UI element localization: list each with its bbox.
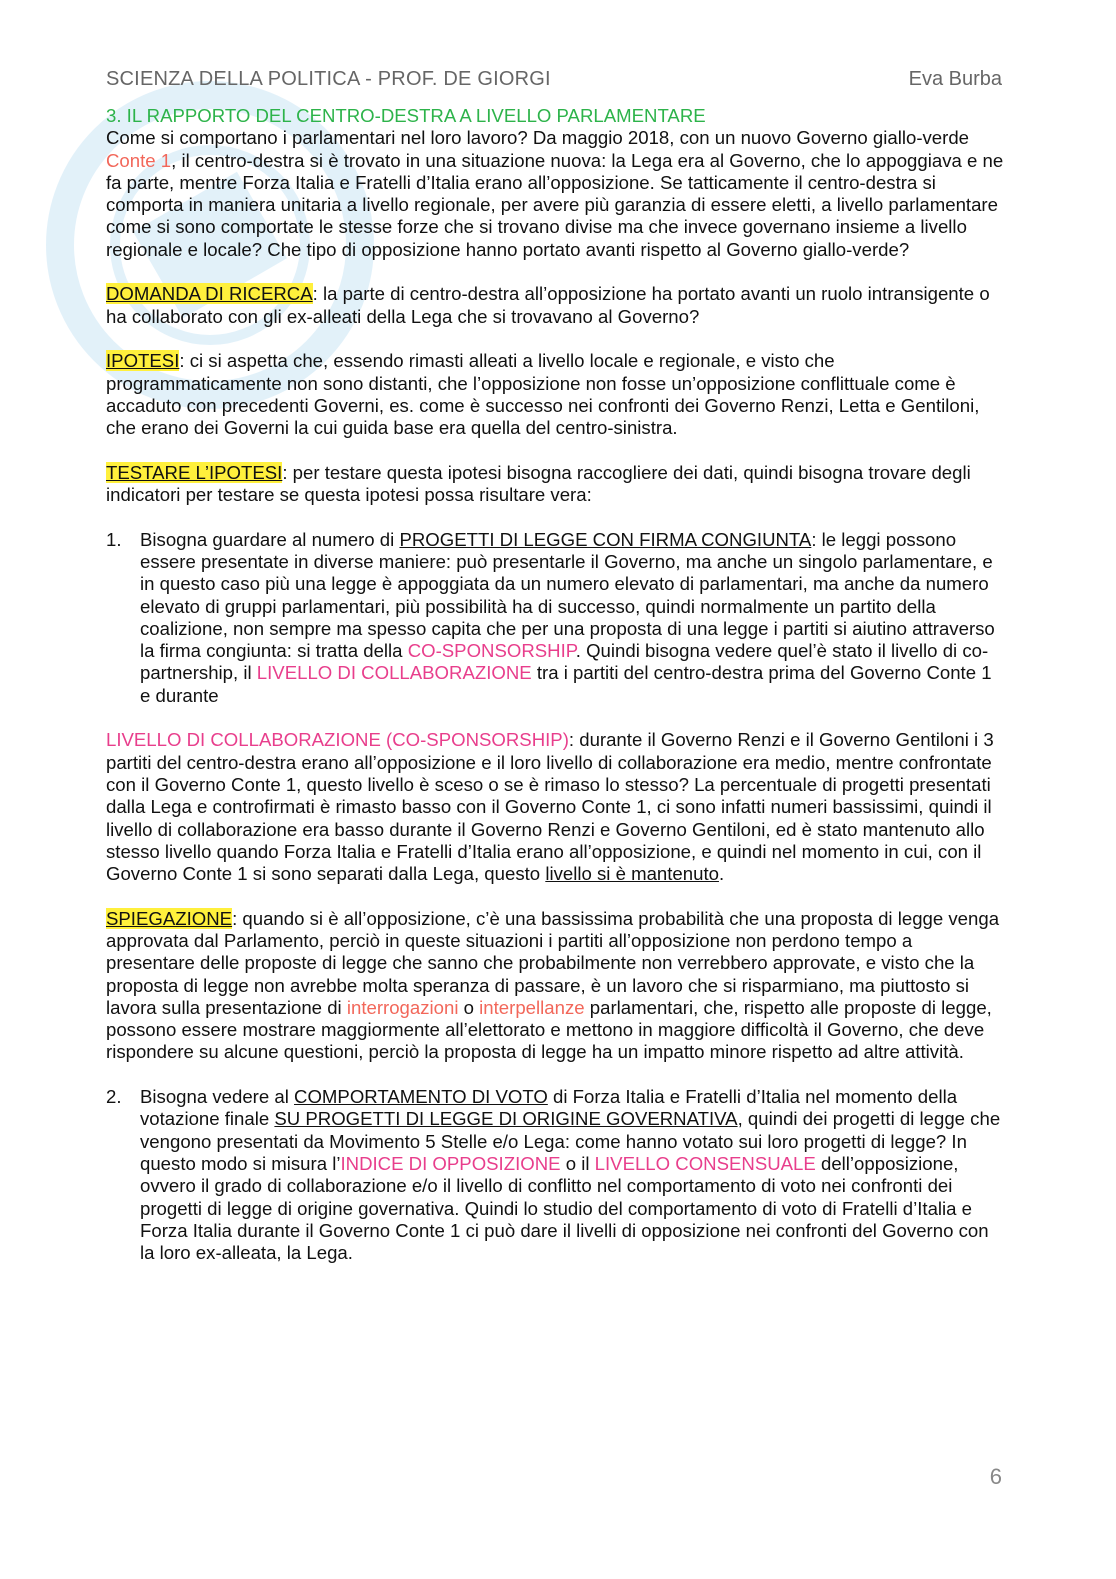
section-title: 3. IL RAPPORTO DEL CENTRO-DESTRA A LIVELLO PARLAMENTARE (106, 105, 706, 126)
co-sponsorship-term: CO-SPONSORSHIP (407, 640, 576, 662)
item2-text-5: dell’opposizione, ovvero il grado di collaborazione e/o il livello di conflitto nel comportamento di voto nei confronti dei progetti di legge di origine governativa. Quindi lo studio del comportamento di voto di Fratelli d’Italia e Forza Italia durante il Governo Conte 1 ci può dare il livelli di opposizione nei confronti del Governo con la loro ex-alleata, la Lega. (140, 1152, 989, 1264)
ipotesi-text: : ci si aspetta che, essendo rimasti alleati a livello locale e regionale, e visto che programmaticamente non sono distanti, che l’opposizione non fosse un’opposizione conflittuale come è accaduto con precedenti Governi, es. come è successo nei confronti dei Governo Renzi, Letta e Gentiloni, che erano dei Governi la cui guida base era quella del centro-sinistra. (106, 350, 980, 439)
livello-text-1: : durante il Governo Renzi e il Governo Gentiloni i 3 partiti del centro-destra erano all’opposizione e il loro livello di collaborazione era medio, mentre confrontate con il Governo Conte 1, questo livello è sceso o se è rimaso lo stesso? La percentuale di progetti presentati dalla Lega e controfirmati è rimasto basso con il Governo Conte 1, ci sono infatti numeri bassissimi, quindi il livello di collaborazione era basso durante il Governo Renzi e Governo Gentiloni, ed è stato mantenuto allo stesso livello quando Forza Italia e Fratelli d’Italia erano all’opposizione, e quindi nel momento in cui, con il Governo Conte 1 si sono separati dalla Lega, questo (106, 729, 994, 885)
ipotesi-paragraph (106, 350, 1006, 439)
spiegazione-text-1: : quando si è all’opposizione, c’è una bassissima probabilità che una proposta di legge venga approvata dal Parlamento, perciò in queste situazioni i partiti all’opposizione non perdono tempo a presentare delle proposte di legge che sanno che probabilmente non verrebbero approvate, e visto che la proposta di legge non avrebbe molta speranza di passare, è un lavoro che si risparmiano, ma piuttosto si lavora sulla presentazione di (106, 907, 1000, 1018)
item2-text-4: o il (560, 1152, 595, 1174)
list-item-1 (106, 529, 1006, 707)
comportamento-voto-term: COMPORTAMENTO DI VOTO (294, 1086, 548, 1108)
testare-text: : per testare questa ipotesi bisogna raccogliere dei dati, quindi bisogna trovare degli indicatori per testare se questa ipotesi possa risultare vera: (106, 461, 971, 506)
intro-text-2: , il centro-destra si è trovato in una situazione nuova: la Lega era al Governo, che lo appoggiava e ne fa parte, mentre Forza Italia e Fratelli d’Italia erano all’opposizione. Se tatticamente il centro-destra si comporta in maniera unitaria a livello regionale, per avere più garanzia di essere eletti, a livello parlamentare come si sono comportate le stesse forze che si trovano divise ma che invece governano insieme a livello regionale e locale? Che tipo di opposizione hanno portato avanti rispetto al Governo giallo-verde? (106, 149, 1004, 260)
spiegazione-label: SPIEGAZIONE (106, 907, 233, 929)
domanda-paragraph (106, 283, 1006, 328)
intro-paragraph (106, 127, 1006, 261)
domanda-text: : la parte di centro-destra all’opposizione ha portato avanti un ruolo intransigente o ha collaborato con gli ex-alleati della Lega che si trovavano al Governo? (106, 283, 990, 327)
firma-congiunta-term: PROGETTI DI LEGGE CON FIRMA CONGIUNTA (399, 528, 812, 550)
item1-text-4: tra i partiti del centro-destra prima del Governo Conte 1 e durante (140, 662, 992, 706)
item1-text-3: . Quindi bisogna vedere quel’è stato il livello di co-partnership, il (140, 640, 989, 684)
interpellanze-term: interpellanze (479, 996, 585, 1018)
list-number-2: 2. (106, 1086, 122, 1108)
spiegazione-text-3: parlamentari, che, rispetto alle proposte di legge, possono essere mostrare maggiormente all’elettorato e mettono in maggiore difficoltà il Governo, che deve rispondere su alcune questioni, perciò la proposta di legge ha un impatto minore rispetto ad altre attività. (106, 996, 992, 1063)
testare-label: TESTARE L’IPOTESI (106, 461, 283, 483)
interrogazioni-term: interrogazioni (346, 996, 459, 1018)
testare-paragraph (106, 462, 1006, 507)
item2-text-3: , quindi dei progetti di legge che vengono presentati da Movimento 5 Stelle e/o Lega: come hanno votato sui loro progetti di legge? In questo modo si misura l’ (140, 1108, 1001, 1174)
item1-text-1: Bisogna guardare al numero di (140, 528, 400, 550)
livello-label: LIVELLO DI COLLABORAZIONE (CO-SPONSORSHIP) (106, 729, 569, 751)
list-item-2 (106, 1086, 1006, 1264)
livello-mantenuto-term: livello si è mantenuto (545, 863, 719, 885)
page-header (106, 68, 1002, 94)
ipotesi-label: IPOTESI (106, 350, 180, 372)
intro-text-1: Come si comportano i parlamentari nel loro lavoro? Da maggio 2018, con un nuovo Governo giallo-verde (106, 127, 970, 149)
page-number: 6 (989, 1464, 1002, 1489)
spiegazione-paragraph (106, 908, 1006, 1064)
spiegazione-text-2: o (458, 996, 480, 1018)
conte-1-term: Conte 1 (106, 149, 172, 171)
livello-paragraph (106, 729, 1006, 885)
header-course-title: SCIENZA DELLA POLITICA - PROF. DE GIORGI (106, 68, 551, 90)
header-author: Eva Burba (908, 68, 1002, 90)
domanda-label: DOMANDA DI RICERCA (106, 283, 313, 305)
livello-consensuale-term: LIVELLO CONSENSUALE (594, 1152, 816, 1174)
item2-text-1: Bisogna vedere al (140, 1086, 295, 1108)
item1-text-2: : le leggi possono essere presentate in diverse maniere: può presentarle il Governo, ma anche un singolo parlamentare, e in questo caso più una legge è appoggiata da un numero elevato di parlamentari, ma anche da numero elevato di gruppi parlamentari, più possibilità ha di successo, quindi normalmente un partito della coalizione, non sempre ma spesso capita che per una proposta di una legge i partiti si aiutino attraverso la firma congiunta: si tratta della (140, 528, 995, 662)
indice-opposizione-term: INDICE DI OPPOSIZIONE (340, 1152, 561, 1174)
page-content (106, 105, 1006, 1264)
livello-text-2: . (718, 863, 725, 885)
livello-collaborazione-term: LIVELLO DI COLLABORAZIONE (256, 662, 532, 684)
origine-governativa-term: SU PROGETTI DI LEGGE DI ORIGINE GOVERNATIVA (274, 1108, 738, 1130)
list-number-1: 1. (106, 528, 122, 550)
item2-text-2: di Forza Italia e Fratelli d’Italia nel momento della votazione finale (140, 1086, 958, 1130)
